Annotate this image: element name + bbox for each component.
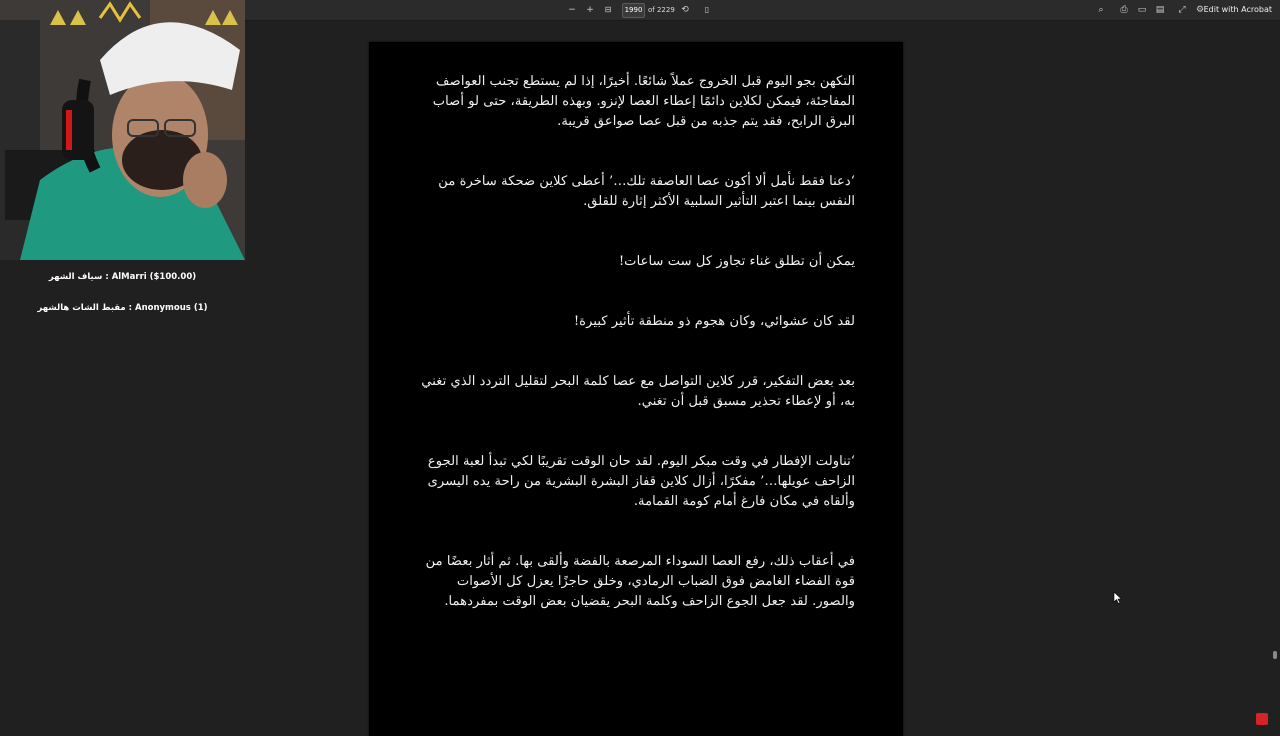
chat-leader-label: مقبط الشات هالشهر : Anonymous (1) bbox=[37, 303, 208, 313]
paragraph: يمكن أن تطلق غناء تجاوز كل ست ساعات! bbox=[618, 254, 855, 269]
rotate-icon[interactable]: ⟲ bbox=[681, 5, 689, 15]
save-icon[interactable]: ▭ bbox=[1137, 5, 1147, 15]
save-as-icon[interactable]: ▤ bbox=[1155, 5, 1165, 15]
paragraph: لقد كان عشوائي، وكان هجوم ذو منطقة تأثير كبيرة! bbox=[573, 314, 855, 329]
paragraph: ‘تناولت الإفطار في وقت مبكر اليوم. لقد حان الوقت تقريبًا لكي تبدأ لعبة الجوع الزاحف عويلها…’ مفكرًا، أزال كلاين قفاز البشرة البشرية من راحة يده اليسرى وألقاه في مكان فارغ أمام كومة القمامة. bbox=[427, 454, 855, 509]
zoom-out-icon[interactable]: − bbox=[568, 5, 576, 15]
mouse-cursor-icon bbox=[1114, 592, 1122, 604]
pdf-page bbox=[369, 42, 903, 736]
top-donor-label: سياف الشهر : AlMarri ($100.00) bbox=[48, 272, 197, 282]
fullscreen-icon[interactable]: ⤢ bbox=[1178, 5, 1186, 15]
search-icon[interactable]: ⌕ bbox=[1098, 5, 1104, 15]
paragraph: بعد بعض التفكير، قرر كلاين التواصل مع عصا كلمة البحر لتقليل التردد الذي تغني به، أو لإعطاء تحذير مسبق قبل أن تغني. bbox=[421, 374, 855, 409]
fit-page-icon[interactable]: ⊟ bbox=[604, 5, 612, 14]
webcam-overlay bbox=[0, 0, 245, 313]
scrollbar-thumb[interactable] bbox=[1273, 651, 1277, 659]
print-icon[interactable]: ⎙ bbox=[1120, 5, 1128, 15]
page-number-input[interactable]: 1990 bbox=[622, 3, 645, 18]
settings-icon[interactable]: ⚙ bbox=[1195, 5, 1205, 15]
page-view-icon[interactable]: ▯ bbox=[704, 5, 710, 14]
acrobat-icon[interactable] bbox=[1256, 713, 1268, 725]
zoom-in-icon[interactable]: + bbox=[586, 5, 594, 15]
paragraph: في أعقاب ذلك، رفع العصا السوداء المرصعة بالفضة وألقى بها. ثم أثار بعضًا من قوة الفضاء الغامض فوق الضباب الرمادي، وخلق حاجزًا يعزل كل الأصوات والصور. لقد جعل الجوع الزاحف وكلمة البحر يقضيان بعض الوقت بمفردهما. bbox=[425, 554, 855, 609]
page-total: of 2229 bbox=[648, 6, 675, 14]
streamer-webcam-image bbox=[0, 0, 245, 260]
paragraph: ‘دعنا فقط نأمل ألا أكون عصا العاصفة تلك…’ أعطى كلاين ضحكة ساخرة من النفس بينما اعتبر التأثير السلبية الأكثر إثارة للقلق. bbox=[438, 174, 855, 209]
edit-with-acrobat-button[interactable]: Edit with Acrobat bbox=[1203, 5, 1272, 14]
paragraph: التكهن بجو اليوم قبل الخروج عملاً شائعًا. أخيرًا، إذا لم يستطع تجنب العواصف المفاجئة، فيمكن لكلاين دائمًا إعطاء العصا لإنزو. وبهذه الطريقة، حتى لو أصاب البرق الرابح، فقد يتم جذبه من قبل عصا صواعق قريبة. bbox=[432, 74, 855, 129]
